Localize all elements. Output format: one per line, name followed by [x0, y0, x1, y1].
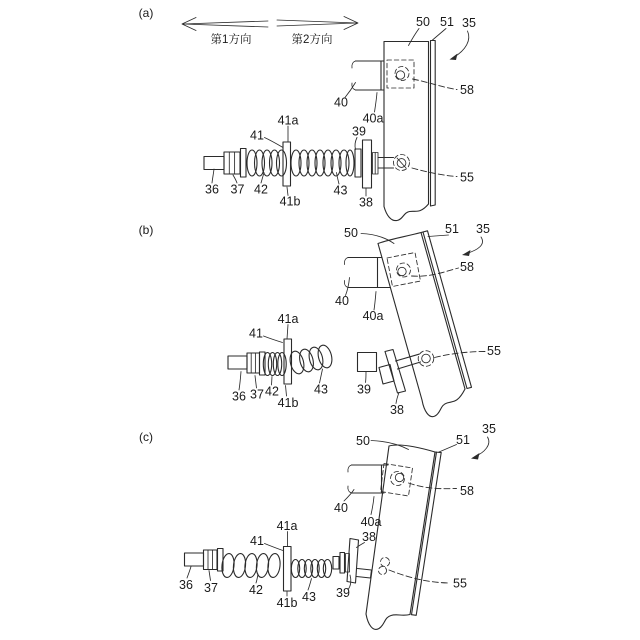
direction-arrow-right-icon: [277, 17, 358, 30]
bolt-end: [333, 557, 339, 570]
fig-a-label-41a: 41a: [277, 113, 299, 128]
spring-42: [221, 553, 281, 578]
shaft-collar: [373, 153, 379, 175]
fig-b-label-39: 39: [357, 382, 371, 397]
block-39: [358, 353, 377, 372]
fig-a-label-58: 58: [460, 83, 474, 97]
fig-b-label-41a: 41a: [277, 312, 299, 326]
figure-b-hidden-bracket-face: [387, 253, 421, 287]
fig-b-label-38: 38: [390, 403, 404, 417]
figure-c-tag: (c): [139, 430, 153, 444]
fig-a-label-50: 50: [416, 15, 430, 29]
nut-37: [247, 353, 260, 373]
stopper-plate-38: [363, 140, 372, 188]
fig-a-label-55: 55: [460, 170, 474, 185]
rod-36: [204, 157, 224, 170]
spring-43: [291, 560, 331, 578]
fig-a-label-43: 43: [333, 183, 348, 198]
hidden-hole-55: [394, 155, 410, 171]
spring-42: [247, 150, 287, 176]
screw-shaft: [396, 354, 421, 369]
figure-a-tag: (a): [138, 6, 154, 20]
fig-a-label-35: 35: [462, 16, 476, 30]
figure-a-direction1-label: 第1方向: [210, 34, 252, 46]
spring-43: [291, 150, 354, 176]
direction-arrow-left-icon: [182, 18, 268, 31]
fig-b-label-51: 51: [445, 222, 459, 236]
fig-a-label-51: 51: [440, 15, 454, 29]
figure-b: [139, 222, 501, 417]
figure-a-fixed-plate: [384, 41, 435, 221]
fig-b-label-35: 35: [476, 222, 490, 236]
figure-a-bracket: [352, 61, 384, 90]
screw-shaft: [378, 158, 394, 169]
fig-c-label-40a: 40a: [360, 515, 382, 529]
fig-b-label-43: 43: [314, 382, 328, 397]
fig-a-label-37: 37: [230, 182, 245, 197]
fig-a-label-42: 42: [254, 182, 268, 197]
figure-a: [139, 6, 476, 221]
figure-c: [139, 422, 496, 629]
fig-c-label-40: 40: [334, 501, 348, 515]
fig-a-label-40: 40: [334, 95, 348, 110]
fig-b-label-50: 50: [344, 226, 358, 240]
fig-a-label-39: 39: [352, 124, 366, 139]
fig-a-label-41: 41: [250, 128, 264, 143]
fig-b-label-40: 40: [335, 294, 349, 308]
fig-c-label-41: 41: [250, 534, 264, 548]
nut-37: [224, 152, 240, 174]
hidden-hole-55: [418, 351, 434, 367]
figure-c-hidden-bracket-face: [381, 464, 413, 497]
nut-37: [204, 550, 218, 570]
fig-b-label-36: 36: [232, 389, 246, 404]
washer-39: [340, 553, 345, 574]
fig-a-label-36: 36: [205, 182, 219, 197]
figure-c-fixed-plate: [366, 445, 441, 629]
fig-a-label-38: 38: [359, 195, 373, 210]
fig-c-label-35: 35: [482, 422, 496, 436]
fig-b-label-37: 37: [250, 387, 264, 402]
spring-42: [263, 353, 286, 376]
figure-b-fixed-plate: [378, 231, 472, 417]
figure-b-tag: (b): [138, 223, 154, 237]
washer: [241, 149, 247, 178]
fig-b-label-55: 55: [487, 344, 501, 358]
fig-c-label-38: 38: [362, 530, 376, 544]
fig-b-label-42: 42: [265, 384, 279, 399]
fig-b-label-40a: 40a: [362, 309, 384, 323]
fig-b-label-58: 58: [460, 260, 474, 274]
screw-shaft: [357, 569, 372, 579]
fig-a-label-41b: 41b: [279, 194, 301, 209]
fig-c-label-58: 58: [460, 484, 474, 498]
washer-39: [355, 149, 361, 177]
fig-a-label-40a: 40a: [362, 111, 384, 126]
spring-43: [288, 344, 334, 375]
rod-36: [228, 356, 247, 369]
fig-c-label-42: 42: [249, 583, 263, 597]
fig-b-label-41b: 41b: [277, 396, 299, 410]
fig-c-label-43: 43: [302, 590, 316, 604]
stopper-plate-38: [385, 350, 406, 394]
fig-c-label-37: 37: [204, 581, 218, 595]
fig-c-label-50: 50: [356, 434, 370, 448]
fig-c-label-39: 39: [336, 586, 350, 600]
hidden-bolt-tip-55: [379, 558, 390, 575]
fig-c-label-36: 36: [179, 578, 193, 592]
fig-b-label-41: 41: [249, 326, 263, 341]
plate-41: [284, 547, 292, 592]
fig-c-label-41b: 41b: [276, 596, 298, 610]
rod-36: [185, 553, 204, 566]
figure-b-screw-assembly: [228, 339, 334, 384]
fig-c-label-55: 55: [453, 576, 467, 591]
figure-a-direction2-label: 第2方向: [291, 34, 333, 46]
fig-c-label-51: 51: [456, 433, 470, 447]
figure-a-screw-assembly: [204, 140, 410, 188]
figure-a-hidden-bracket-face: [387, 60, 414, 88]
fig-c-label-41a: 41a: [276, 519, 298, 533]
figure-c-bolt-parts: [333, 539, 390, 584]
